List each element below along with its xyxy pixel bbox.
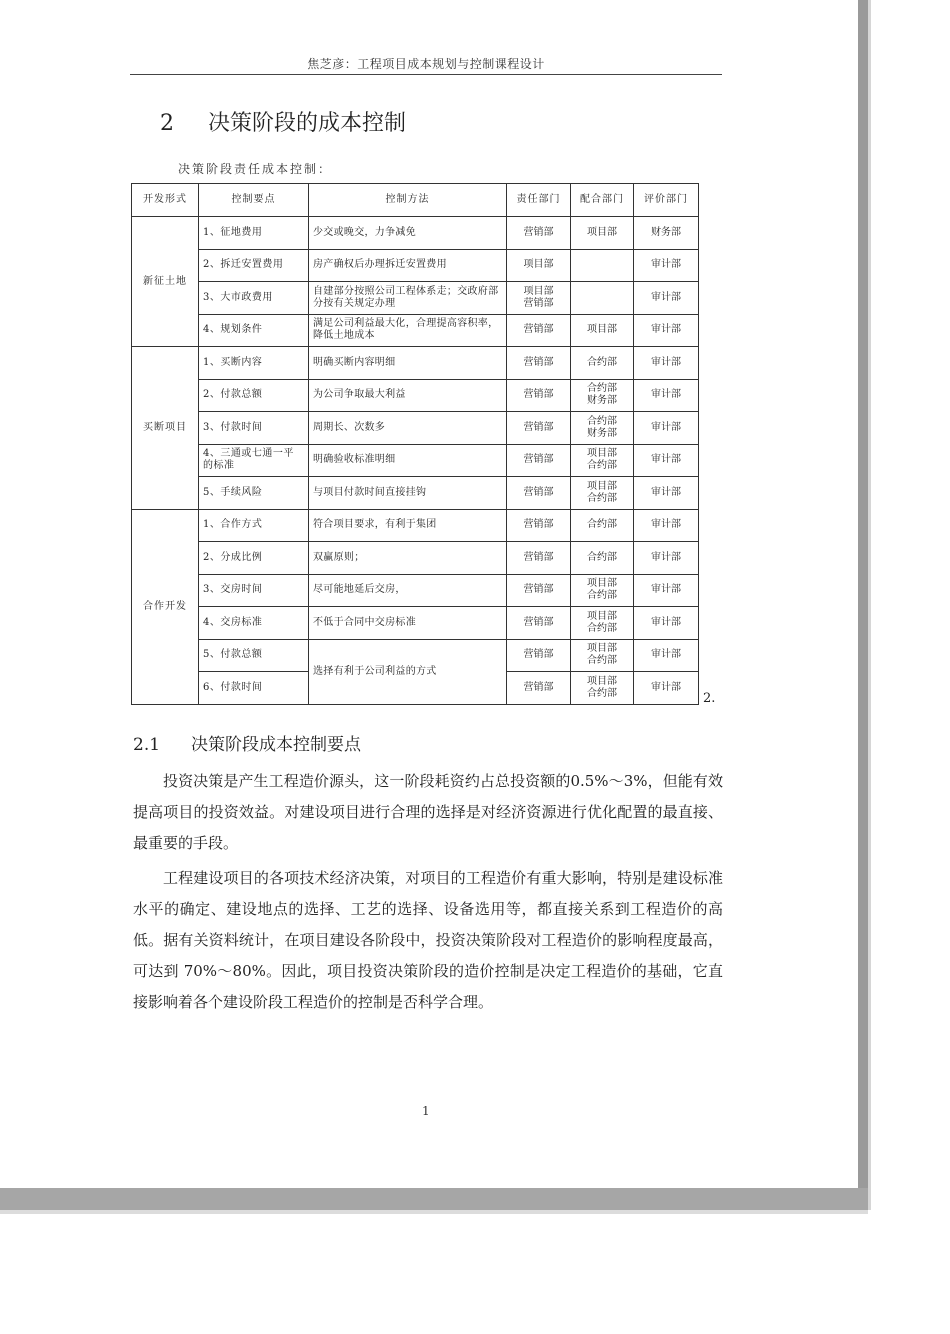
subsection-heading (133, 730, 361, 755)
cooperating-dept-cell (571, 249, 634, 282)
evaluating-dept-cell: 审计部 (634, 347, 699, 380)
control-point-cell: 1、合作方式 (199, 509, 309, 542)
responsible-dept-cell: 营销部 (507, 607, 571, 640)
table-row (132, 412, 699, 445)
group-cell: 新征土地 (132, 217, 199, 347)
control-method-cell: 符合项目要求，有利于集团 (309, 509, 507, 542)
control-point-cell: 2、拆迁安置费用 (199, 249, 309, 282)
table-row (132, 509, 699, 542)
group-cell: 买断项目 (132, 347, 199, 510)
evaluating-dept-cell: 审计部 (634, 542, 699, 575)
table-row (132, 477, 699, 510)
scrollbar-track (858, 0, 868, 1210)
body-paragraph: 工程建设项目的各项技术经济决策，对项目的工程造价有重大影响，特别是建设标准水平的确定、建设地点的选择、工艺的选择、设备选用等，都直接关系到工程造价的高低。据有关资料统计，在项目建设各阶段中，投资决策阶段对工程造价的影响程度最高，可达到 70%～80%。因此，项目投资决策阶段的造价控制是决定工程造价的基础，它直接影响着各个建设阶段工程造价的控制是否科学合理。 (133, 869, 723, 1011)
evaluating-dept-cell: 审计部 (634, 477, 699, 510)
cooperating-dept-cell: 合约部 财务部 (571, 412, 634, 445)
table-row (132, 282, 699, 315)
page-number: 1 (422, 1104, 430, 1118)
table-row (132, 444, 699, 477)
cooperating-dept-cell: 项目部 (571, 314, 634, 347)
evaluating-dept-cell: 审计部 (634, 639, 699, 672)
responsible-dept-cell: 营销部 (507, 412, 571, 445)
control-method-cell: 周期长、次数多 (309, 412, 507, 445)
page-bottom-border (0, 1188, 868, 1210)
control-point-cell: 3、大市政费用 (199, 282, 309, 315)
responsible-dept-cell: 营销部 (507, 217, 571, 250)
cooperating-dept-cell: 合约部 (571, 542, 634, 575)
control-method-cell: 明确买断内容明细 (309, 347, 507, 380)
column-header: 开发形式 (132, 184, 199, 217)
responsible-dept-cell: 营销部 (507, 347, 571, 380)
stray-text: 2. (703, 691, 716, 706)
cooperating-dept-cell: 合约部 财务部 (571, 379, 634, 412)
section-heading (160, 106, 406, 137)
control-method-cell: 自建部分按照公司工程体系走；交政府部分按有关规定办理 (309, 282, 507, 315)
responsible-dept-cell: 营销部 (507, 509, 571, 542)
table-row (132, 217, 699, 250)
control-point-cell: 4、三通或七通一平的标准 (199, 444, 309, 477)
cost-control-table (131, 183, 699, 705)
table-row (132, 607, 699, 640)
subsection-number: 2.1 (133, 735, 161, 755)
subsection-title: 决策阶段成本控制要点 (191, 735, 361, 755)
responsible-dept-cell: 营销部 (507, 314, 571, 347)
table-row (132, 542, 699, 575)
evaluating-dept-cell: 审计部 (634, 607, 699, 640)
control-point-cell: 2、付款总额 (199, 379, 309, 412)
page-bottom-edge (0, 1210, 868, 1214)
table-row (132, 639, 699, 672)
evaluating-dept-cell: 审计部 (634, 574, 699, 607)
cooperating-dept-cell: 项目部 合约部 (571, 607, 634, 640)
evaluating-dept-cell: 审计部 (634, 282, 699, 315)
responsible-dept-cell: 营销部 (507, 379, 571, 412)
control-point-cell: 2、分成比例 (199, 542, 309, 575)
table-row (132, 314, 699, 347)
control-point-cell: 6、付款时间 (199, 672, 309, 705)
control-method-cell: 满足公司利益最大化，合理提高容积率，降低土地成本 (309, 314, 507, 347)
control-method-cell: 房产确权后办理拆迁安置费用 (309, 249, 507, 282)
responsible-dept-cell: 营销部 (507, 574, 571, 607)
cooperating-dept-cell: 项目部 合约部 (571, 444, 634, 477)
evaluating-dept-cell: 财务部 (634, 217, 699, 250)
running-header: 焦芝彦：工程项目成本规划与控制课程设计 (307, 57, 545, 71)
control-method-cell: 明确验收标准明细 (309, 444, 507, 477)
column-header: 配合部门 (571, 184, 634, 217)
responsible-dept-cell: 项目部 营销部 (507, 282, 571, 315)
evaluating-dept-cell: 审计部 (634, 249, 699, 282)
header-rule (130, 74, 722, 75)
responsible-dept-cell: 营销部 (507, 672, 571, 705)
responsible-dept-cell: 营销部 (507, 542, 571, 575)
control-point-cell: 5、手续风险 (199, 477, 309, 510)
column-header: 责任部门 (507, 184, 571, 217)
table-row (132, 347, 699, 380)
table-header-row (132, 184, 699, 217)
scrollbar-edge (868, 0, 871, 1210)
control-method-cell: 少交或晚交，力争减免 (309, 217, 507, 250)
evaluating-dept-cell: 审计部 (634, 379, 699, 412)
group-cell: 合作开发 (132, 509, 199, 704)
table-row (132, 574, 699, 607)
control-method-cell: 双赢原则； (309, 542, 507, 575)
column-header: 控制要点 (199, 184, 309, 217)
cooperating-dept-cell: 项目部 合约部 (571, 477, 634, 510)
control-point-cell: 1、征地费用 (199, 217, 309, 250)
cooperating-dept-cell: 项目部 合约部 (571, 574, 634, 607)
control-point-cell: 3、交房时间 (199, 574, 309, 607)
responsible-dept-cell: 项目部 (507, 249, 571, 282)
column-header: 评价部门 (634, 184, 699, 217)
control-point-cell: 3、付款时间 (199, 412, 309, 445)
control-point-cell: 5、付款总额 (199, 639, 309, 672)
cooperating-dept-cell: 项目部 合约部 (571, 639, 634, 672)
responsible-dept-cell: 营销部 (507, 444, 571, 477)
control-point-cell: 1、买断内容 (199, 347, 309, 380)
evaluating-dept-cell: 审计部 (634, 509, 699, 542)
control-method-cell: 尽可能地延后交房， (309, 574, 507, 607)
responsible-dept-cell: 营销部 (507, 477, 571, 510)
control-method-cell: 与项目付款时间直接挂钩 (309, 477, 507, 510)
section-number: 2 (160, 111, 174, 136)
cooperating-dept-cell: 合约部 (571, 509, 634, 542)
evaluating-dept-cell: 审计部 (634, 444, 699, 477)
column-header: 控制方法 (309, 184, 507, 217)
cooperating-dept-cell (571, 282, 634, 315)
control-point-cell: 4、规划条件 (199, 314, 309, 347)
control-method-cell: 选择有利于公司利益的方式 (309, 639, 507, 704)
cooperating-dept-cell: 项目部 (571, 217, 634, 250)
evaluating-dept-cell: 审计部 (634, 412, 699, 445)
control-method-cell: 为公司争取最大利益 (309, 379, 507, 412)
cooperating-dept-cell: 合约部 (571, 347, 634, 380)
cooperating-dept-cell: 项目部 合约部 (571, 672, 634, 705)
body-paragraph: 投资决策是产生工程造价源头，这一阶段耗资约占总投资额的0.5%～3%，但能有效提高项目的投资效益。对建设项目进行合理的选择是对经济资源进行优化配置的最直接、最重要的手段。 (133, 772, 723, 852)
table-caption: 决策阶段责任成本控制： (178, 162, 333, 176)
evaluating-dept-cell: 审计部 (634, 314, 699, 347)
control-point-cell: 4、交房标准 (199, 607, 309, 640)
control-method-cell: 不低于合同中交房标准 (309, 607, 507, 640)
evaluating-dept-cell: 审计部 (634, 672, 699, 705)
table-row (132, 379, 699, 412)
responsible-dept-cell: 营销部 (507, 639, 571, 672)
table-row (132, 249, 699, 282)
section-title: 决策阶段的成本控制 (208, 111, 407, 136)
